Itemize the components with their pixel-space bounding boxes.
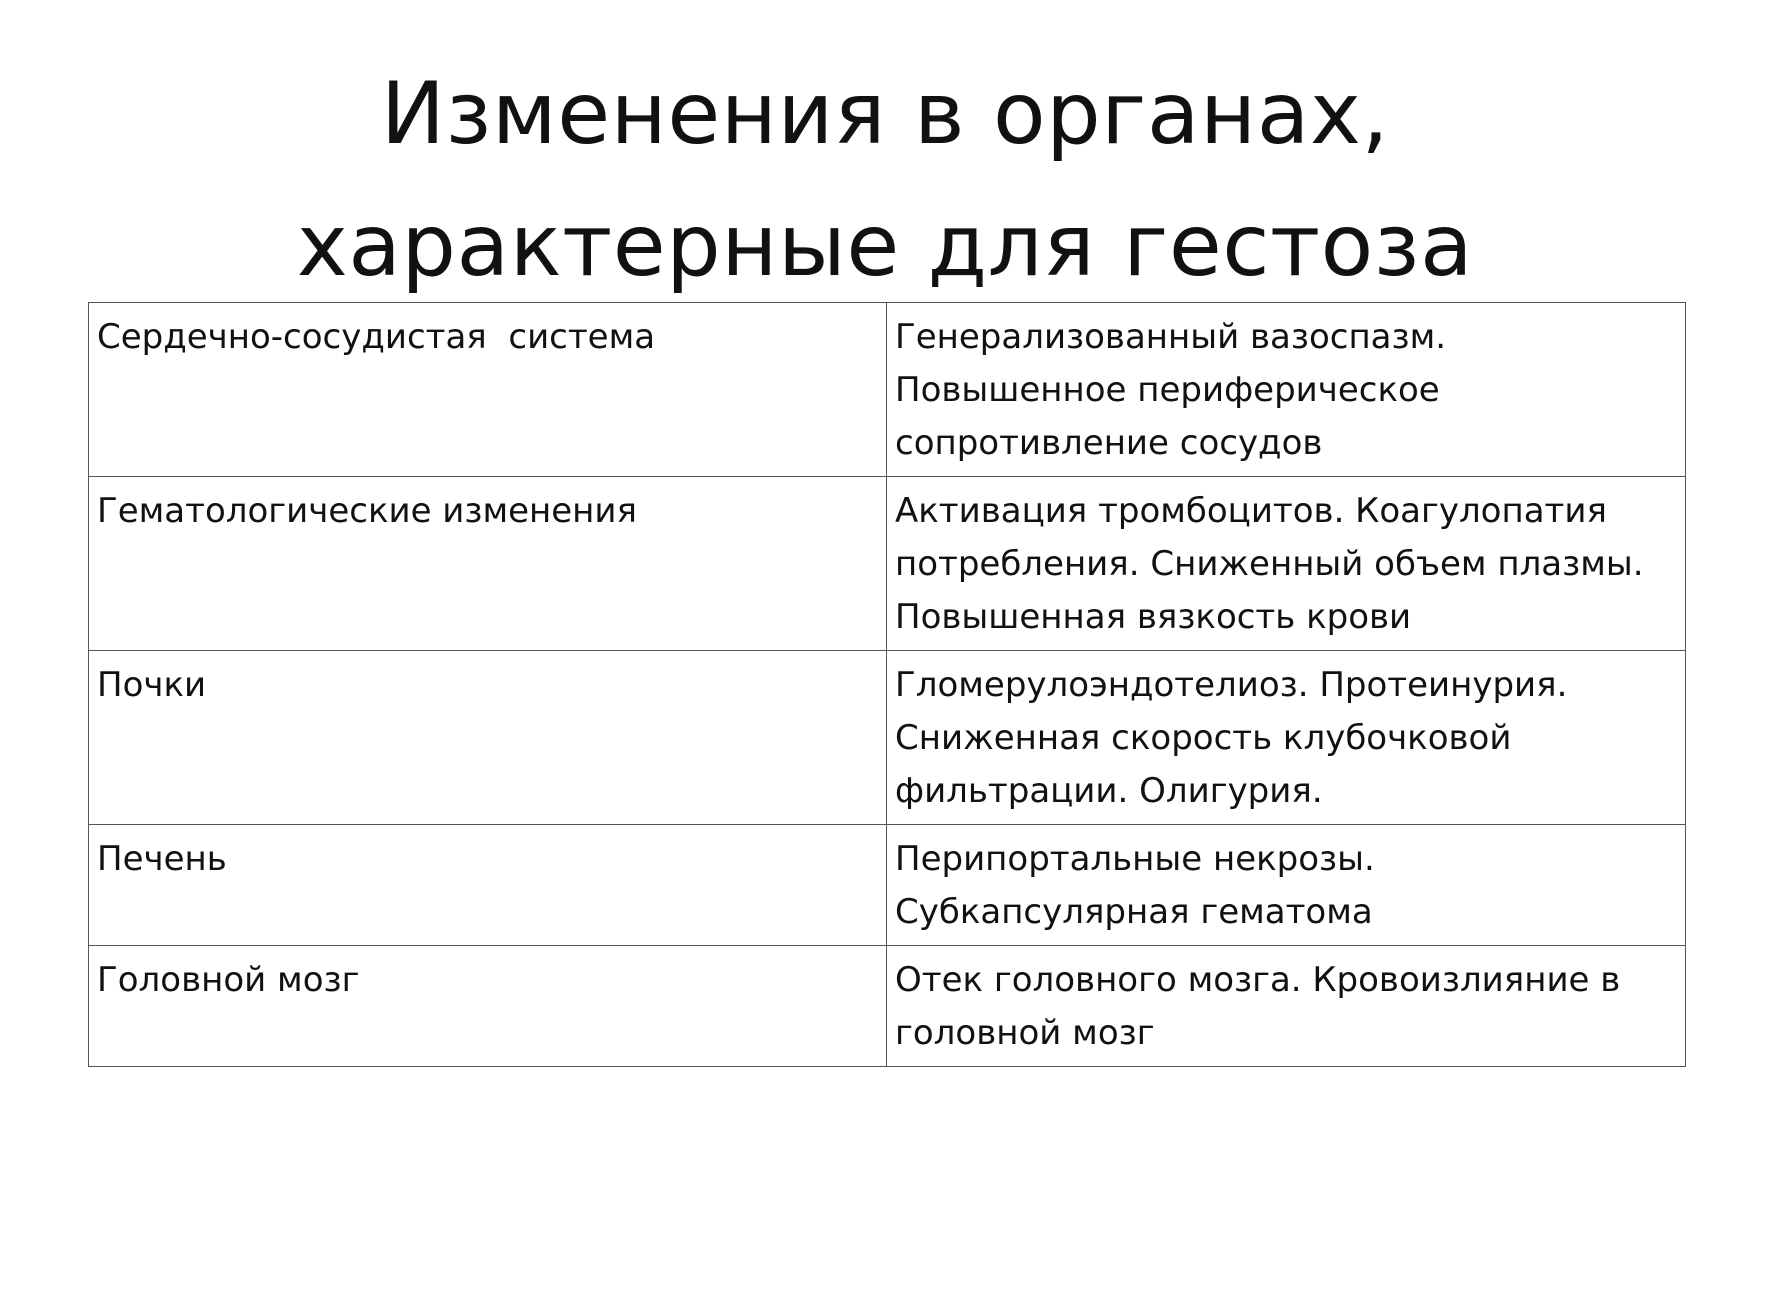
changes-line: Гломерулоэндотелиоз. Протеинурия. [895,665,1568,705]
table-row [89,825,1686,946]
changes-line: Повышенное периферическое [895,370,1440,410]
organ-cell: Головной мозг [89,946,887,1067]
organ-cell: Гематологические изменения [89,477,887,651]
changes-cell [887,651,1686,825]
changes-cell [887,946,1686,1067]
changes-line: сопротивление сосудов [895,423,1323,463]
table-row [89,303,1686,477]
changes-line: Повышенная вязкость крови [895,597,1412,637]
changes-line: Сниженная скорость клубочковой [895,718,1512,758]
organ-changes-table [88,302,1686,1067]
changes-line: Генерализованный вазоспазм. [895,317,1447,357]
slide-title [0,48,1770,312]
changes-line: Отек головного мозга. Кровоизлияние в [895,960,1621,1000]
changes-line: головной мозг [895,1013,1155,1053]
title-line-1: Изменения в органах, [380,64,1390,164]
changes-cell [887,477,1686,651]
organ-cell: Почки [89,651,887,825]
changes-line: потребления. Сниженный объем плазмы. [895,544,1644,584]
changes-line: Активация тромбоцитов. Коагулопатия [895,491,1607,531]
changes-cell [887,825,1686,946]
organ-cell: Сердечно-сосудистая система [89,303,887,477]
table-row [89,946,1686,1067]
changes-line: Субкапсулярная гематома [895,892,1373,932]
changes-cell [887,303,1686,477]
changes-line: фильтрации. Олигурия. [895,771,1323,811]
title-line-2: характерные для гестоза [296,196,1474,296]
table-row [89,477,1686,651]
organ-cell: Печень [89,825,887,946]
table-row [89,651,1686,825]
changes-line: Перипортальные некрозы. [895,839,1375,879]
